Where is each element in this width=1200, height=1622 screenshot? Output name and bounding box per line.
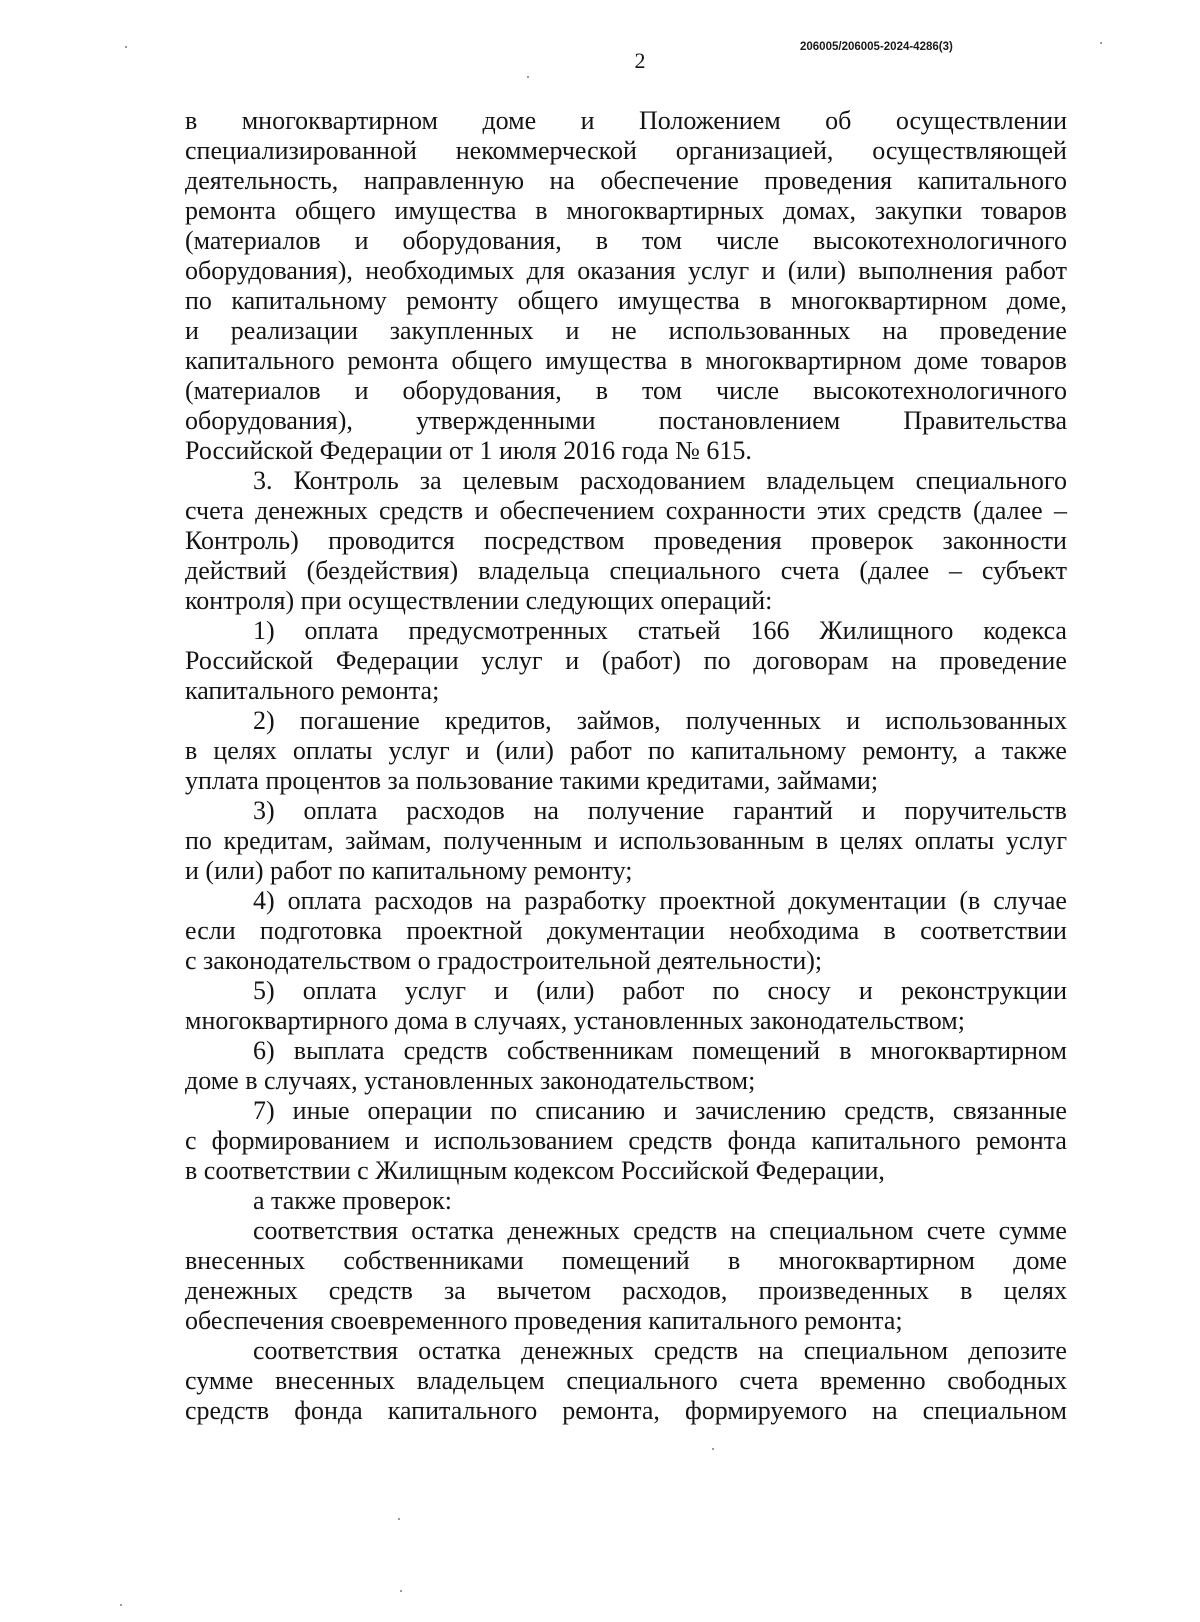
text-line: с формированием и использованием средств фонда капитального ремонта [185,1126,1067,1155]
text-line: капитального ремонта; [185,676,440,705]
text-line: и реализации закупленных и не использованных на проведение [185,316,1067,345]
text-line: 3. Контроль за целевым расходованием владельцем специального [253,466,1067,495]
text-line: контроля) при осуществлении следующих операций: [185,586,773,615]
document-id: 206005/206005-2024-4286(3) [800,41,953,53]
text-line: многоквартирного дома в случаях, установленных законодательством; [185,1006,965,1035]
text-line: (материалов и оборудования, в том числе высокотехнологичного [185,226,1067,255]
text-line: оборудования), утвержденными постановлением Правительства [185,406,1067,435]
text-line: Российской Федерации услуг и (работ) по договорам на проведение [185,646,1067,675]
text-line: в многоквартирном доме и Положением об осуществлении [185,106,1067,135]
text-line: денежных средств за вычетом расходов, произведенных в целях [185,1276,1067,1305]
text-line: ремонта общего имущества в многоквартирных домах, закупки товаров [185,196,1067,225]
scan-speck [1100,42,1102,44]
text-line: в соответствии с Жилищным кодексом Российской Федерации, [185,1156,885,1185]
text-line: (материалов и оборудования, в том числе высокотехнологичного [185,376,1067,405]
text-line: внесенных собственниками помещений в многоквартирном доме [185,1246,1067,1275]
text-line: если подготовка проектной документации необходима в соответствии [185,916,1067,945]
text-line: соответствия остатка денежных средств на специальном депозите [253,1336,1067,1365]
text-line: специализированной некоммерческой организацией, осуществляющей [185,136,1067,165]
text-line: и (или) работ по капитальному ремонту; [185,856,633,885]
text-line: 3) оплата расходов на получение гарантий и поручительств [253,796,1067,825]
text-line: капитального ремонта общего имущества в многоквартирном доме товаров [185,346,1067,375]
text-line: деятельность, направленную на обеспечение проведения капитального [185,166,1067,195]
text-line: 7) иные операции по списанию и зачислению средств, связанные [253,1096,1067,1125]
text-line: средств фонда капитального ремонта, формируемого на специальном [185,1396,1067,1425]
text-line: уплата процентов за пользование такими кредитами, займами; [185,766,879,795]
scan-speck [120,1604,122,1606]
scan-speck [398,1518,400,1520]
text-line: Контроль) проводится посредством проведения проверок законности [185,526,1067,555]
text-line: по кредитам, займам, полученным и использованным в целях оплаты услуг [185,826,1067,855]
text-line: по капитальному ремонту общего имущества в многоквартирном доме, [185,286,1067,315]
text-line: сумме внесенных владельцем специального счета временно свободных [185,1366,1067,1395]
document-body [185,106,1067,1426]
text-line: Российской Федерации от 1 июля 2016 года № 615. [185,436,752,465]
scan-speck [712,1448,714,1450]
text-line: а также проверок: [253,1186,452,1215]
text-line: с законодательством о градостроительной деятельности); [185,946,823,975]
text-line: обеспечения своевременного проведения капитального ремонта; [185,1306,903,1335]
text-line: 4) оплата расходов на разработку проектной документации (в случае [253,886,1067,915]
text-line: соответствия остатка денежных средств на специальном счете сумме [253,1216,1067,1245]
text-line: действий (бездействия) владельца специального счета (далее – субъект [185,556,1067,585]
scan-speck [125,46,127,48]
page-number: 2 [634,48,646,73]
text-line: доме в случаях, установленных законодательством; [185,1066,756,1095]
text-line: в целях оплаты услуг и (или) работ по капитальному ремонту, а также [185,736,1067,765]
text-line: 2) погашение кредитов, займов, полученных и использованных [253,706,1067,735]
text-line: 5) оплата услуг и (или) работ по сносу и реконструкции [253,976,1067,1005]
text-line: 1) оплата предусмотренных статьей 166 Жилищного кодекса [253,616,1067,645]
scan-speck [400,1590,402,1592]
text-line: счета денежных средств и обеспечением сохранности этих средств (далее – [185,496,1067,525]
text-line: 6) выплата средств собственникам помещений в многоквартирном [253,1036,1067,1065]
text-line: оборудования), необходимых для оказания услуг и (или) выполнения работ [185,256,1067,285]
scan-speck [527,76,529,78]
